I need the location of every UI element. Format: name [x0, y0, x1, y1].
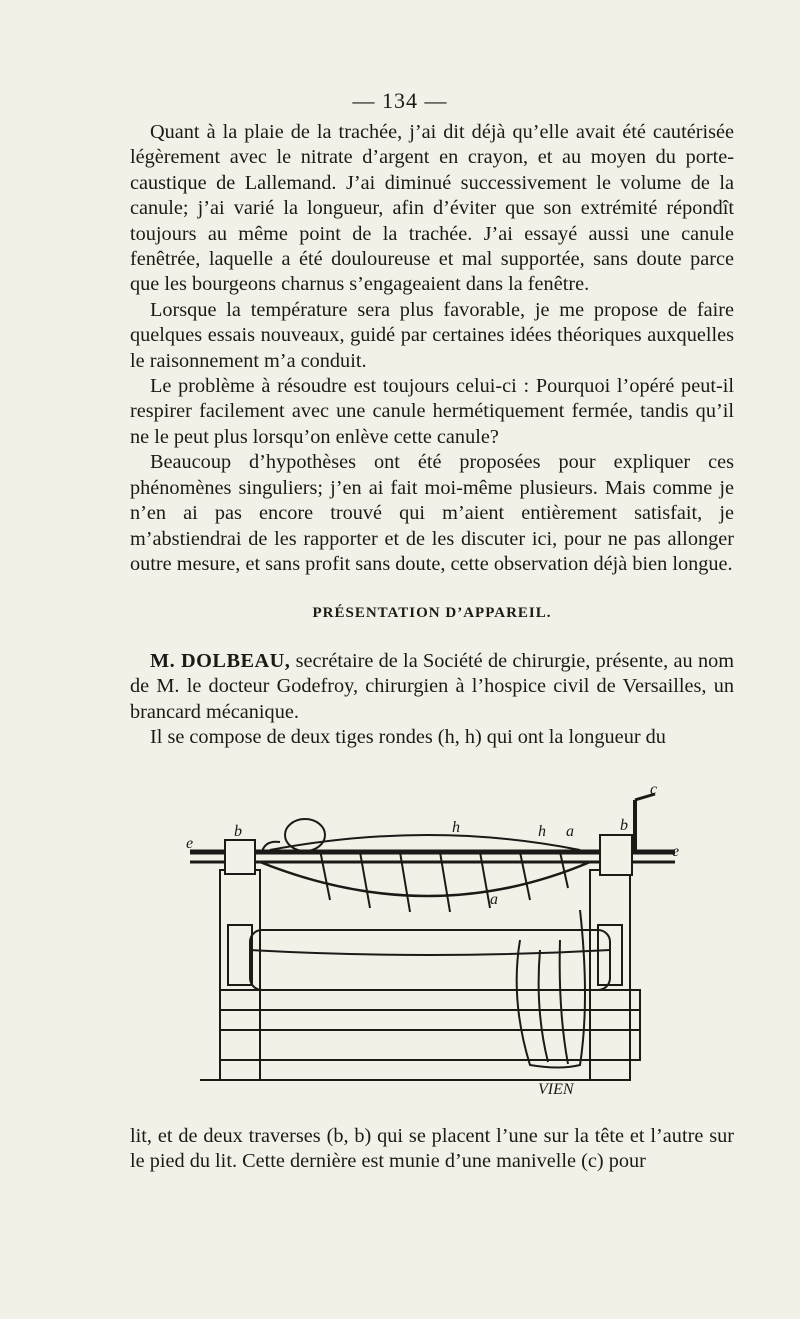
label-e-left: e	[186, 835, 194, 852]
strap	[520, 852, 530, 900]
label-h-2: h	[538, 823, 546, 840]
sheet-fold	[560, 940, 568, 1064]
label-a-sling: a	[490, 891, 498, 908]
page-number: — 134 —	[352, 88, 448, 113]
paragraph-4: Beaucoup d’hypothèses ont été proposées pour expliquer ces phénomènes singuliers; j’en ai fait moi-même plusieurs. Mais comme je n’en ai pas encore trouvé qui m’aient entièrement satisfait, je m’abstiendrai de les rapporter et de les discuter ici, pour ne pas allonger outre mesure, et sans profit sans doute, cette observation déjà bien longue.	[130, 451, 734, 575]
speaker-name: M. DOLBEAU,	[150, 649, 291, 672]
strap	[480, 852, 490, 908]
label-c: c	[650, 781, 658, 798]
bed-frame	[220, 990, 640, 1060]
sheet-fold	[539, 950, 548, 1062]
speaker-paragraph	[130, 649, 734, 725]
section-heading: PRÉSENTATION D’APPAREIL.	[312, 605, 552, 622]
label-a-top: a	[566, 823, 574, 840]
strap	[360, 852, 370, 908]
head-post	[220, 870, 260, 1080]
strap	[320, 850, 330, 900]
sling	[260, 862, 590, 896]
label-h-1: h	[452, 819, 460, 836]
paragraph-intro: Il se compose de deux tiges rondes (h, h) qui ont la longueur du	[150, 725, 666, 748]
mattress-seam	[250, 950, 610, 955]
engraver-signature: VIEN	[538, 1081, 574, 1098]
paragraph-2: Lorsque la température sera plus favorable, je me propose de faire quelques essais nouveaux, guidé par certaines idées théoriques auxquelles le raisonnement m’a conduit.	[130, 298, 734, 372]
label-b-foot: b	[620, 817, 628, 834]
paragraph-3: Le problème à résoudre est toujours celui-ci : Pourquoi l’opéré peut-il respirer facilement avec une canule hermétiquement fermée, tandis qu’il ne le peut plus lorsqu’on enlève cette canule?	[130, 375, 734, 448]
draped-sheet	[517, 910, 585, 1068]
mattress	[250, 930, 610, 990]
main-text	[130, 120, 734, 750]
patient-head	[285, 819, 325, 851]
stretcher-illustration	[180, 780, 690, 1100]
head-crossbar	[225, 840, 255, 874]
paragraph-after-figure: lit, et de deux traverses (b, b) qui se placent l’une sur la tête et l’autre sur le pied du lit. Cette dernière est munie d’une manivelle (c) pour	[130, 1125, 734, 1173]
paragraph-1: Quant à la plaie de la trachée, j’ai dit déjà qu’elle avait été cautérisée légèrement avec le nitrate d’argent en crayon, et au moyen du porte-caustique de Lallemand. J’ai diminué successivement le volume de la canule; j’ai varié la longueur, afin d’éviter que son extrémité répondît toujours au même point de la trachée. J’ai essayé aussi une canule fenêtrée, laquelle a été douloureuse et mal supportée, sans doute parce que les bourgeons charnus s’engageaient dans la fenêtre.	[130, 121, 734, 296]
speaker-text: secrétaire de la Société de chirurgie, présente, au nom de M. le docteur Godefroy, chirurgien à l’hospice civil de Versailles, un brancard mécanique.	[130, 649, 735, 723]
foot-crossbar	[600, 835, 632, 875]
label-e-right: e	[672, 843, 680, 860]
head-post-panel	[228, 925, 252, 985]
continued-text	[130, 1124, 734, 1175]
label-b-head: b	[234, 823, 242, 840]
